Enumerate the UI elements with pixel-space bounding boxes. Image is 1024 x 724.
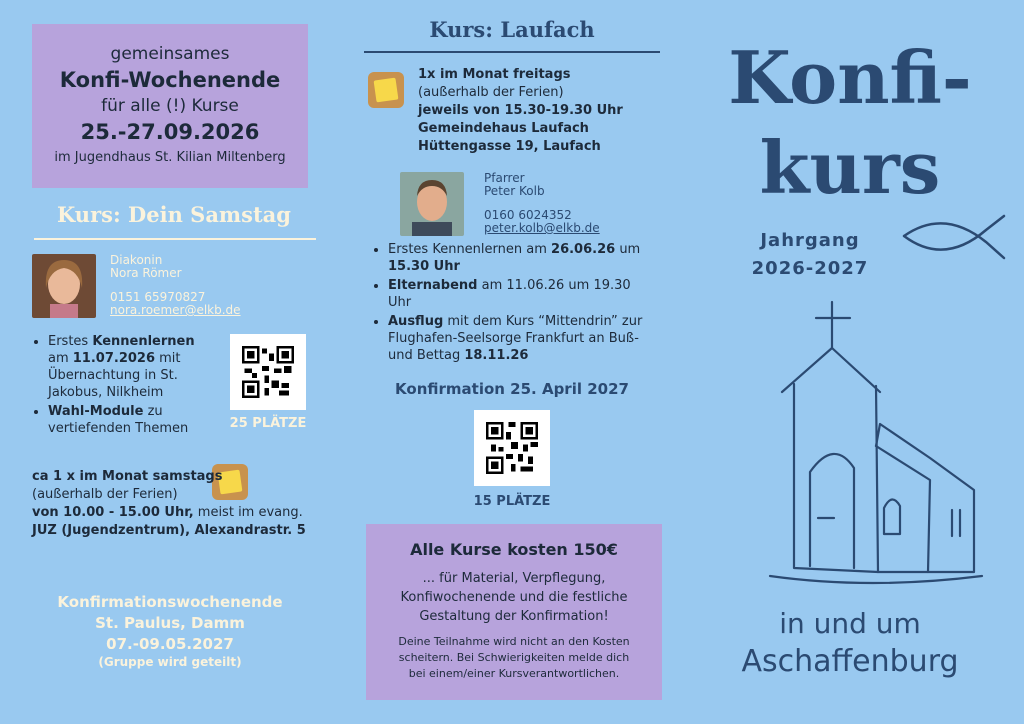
samstag-contact-phone: 0151 65970827 [110, 290, 206, 304]
samstag-contact [110, 254, 241, 317]
samstag-contact-name: Nora Römer [110, 266, 182, 280]
laufach-schedule-time: jeweils von 15.30-19.30 Uhr [418, 103, 623, 118]
laufach-contact-email: peter.kolb@elkb.de [484, 221, 600, 235]
laufach-places: 15 PLÄTZE [473, 494, 551, 509]
samstag-schedule [32, 468, 322, 540]
laufach-bullet-kennenlernen: • Erstes Kennenlernen am 26.06.26 um 15.30 Uhr [388, 241, 648, 275]
avatar-peter-kolb [400, 172, 464, 236]
fish-icon [900, 210, 1010, 274]
laufach-schedule-frequency: 1x im Monat freitags [418, 67, 571, 82]
weekend-date: 25.-27.09.2026 [80, 120, 260, 144]
laufach-contact-phone: 0160 6024352 [484, 208, 572, 222]
laufach-schedule [418, 66, 658, 156]
samstag-contact-role: Diakonin [110, 253, 163, 267]
samstag-schedule-holiday: (außerhalb der Ferien) [32, 487, 178, 502]
samstag-divider [34, 238, 316, 240]
cover-subtitle-years: 2026-2027 [751, 258, 869, 279]
cover-title-line1: Konfi- [728, 35, 972, 120]
avatar-nora-roemer [32, 254, 96, 318]
cover-subtitle [720, 228, 900, 284]
cost-title: Alle Kurse kosten 150€ [410, 540, 618, 559]
laufach-schedule-holiday: (außerhalb der Ferien) [418, 85, 564, 100]
weekend-box [32, 24, 308, 188]
cover-subtitle-label: Jahrgang [760, 230, 860, 251]
laufach-bullet-elternabend: • Elternabend am 11.06.26 um 19.30 Uhr [388, 277, 648, 311]
laufach-schedule-place: Gemeindehaus Laufach [418, 121, 589, 136]
laufach-heading: Kurs: Laufach [429, 17, 595, 42]
samstag-confirmation-note: (Gruppe wird geteilt) [98, 655, 242, 669]
note-icon [368, 72, 404, 108]
samstag-confirmation [20, 592, 320, 669]
laufach-divider [364, 51, 660, 53]
cover-location [690, 606, 1010, 682]
samstag-qr-code[interactable] [230, 334, 306, 410]
samstag-confirmation-church: St. Paulus, Damm [95, 614, 245, 632]
laufach-contact [484, 172, 600, 235]
samstag-schedule-address: JUZ (Jugendzentrum), Alexandrastr. 5 [32, 523, 306, 538]
cost-text: ... für Material, Verpflegung, Konfiwochenende und die festliche Gestaltung der Konfirmation! [400, 571, 628, 624]
samstag-schedule-time: von 10.00 - 15.00 Uhr, meist im evang. [32, 505, 303, 520]
samstag-contact-email: nora.roemer@elkb.de [110, 303, 241, 317]
samstag-bullet-module: • Wahl-Module zu vertiefenden Themen [48, 403, 212, 437]
laufach-qr-code[interactable] [474, 410, 550, 486]
laufach-contact-name: Peter Kolb [484, 184, 545, 198]
laufach-bullets [372, 241, 648, 366]
samstag-heading: Kurs: Dein Samstag [57, 202, 291, 227]
samstag-schedule-frequency: ca 1 x im Monat samstags [32, 469, 223, 484]
cover-location-line1: in und um [779, 607, 921, 640]
laufach-confirmation: Konfirmation 25. April 2027 [395, 380, 629, 398]
laufach-contact-role: Pfarrer [484, 171, 525, 185]
cost-box [366, 524, 662, 700]
church-icon [750, 296, 990, 600]
cover-title-line2: kurs [759, 125, 941, 210]
laufach-bullet-ausflug: • Ausflug mit dem Kurs “Mittendrin” zur Flughafen-Seelsorge Frankfurt an Buß- und Bettag 18.11.26 [388, 313, 648, 364]
weekend-location: im Jugendhaus St. Kilian Miltenberg [54, 150, 286, 165]
samstag-places: 25 PLÄTZE [229, 416, 307, 431]
samstag-confirmation-date: 07.-09.05.2027 [106, 635, 234, 653]
samstag-bullet-kennenlernen: • Erstes Kennenlernen am 11.07.2026 mit Übernachtung in St. Jakobus, Nilkheim [48, 333, 212, 401]
samstag-bullets [32, 333, 212, 439]
weekend-intro: gemeinsames [110, 44, 230, 64]
cover-location-line2: Aschaffenburg [741, 644, 959, 679]
weekend-audience: für alle (!) Kurse [101, 96, 239, 116]
weekend-title: Konfi-Wochenende [59, 68, 281, 92]
cost-note: Deine Teilnahme wird nicht an den Kosten scheitern. Bei Schwierigkeiten melde dich bei einem/einer Kursverantwortlichen. [398, 635, 630, 680]
samstag-confirmation-title: Konfirmationswochenende [57, 593, 283, 611]
laufach-schedule-address: Hüttengasse 19, Laufach [418, 139, 601, 154]
